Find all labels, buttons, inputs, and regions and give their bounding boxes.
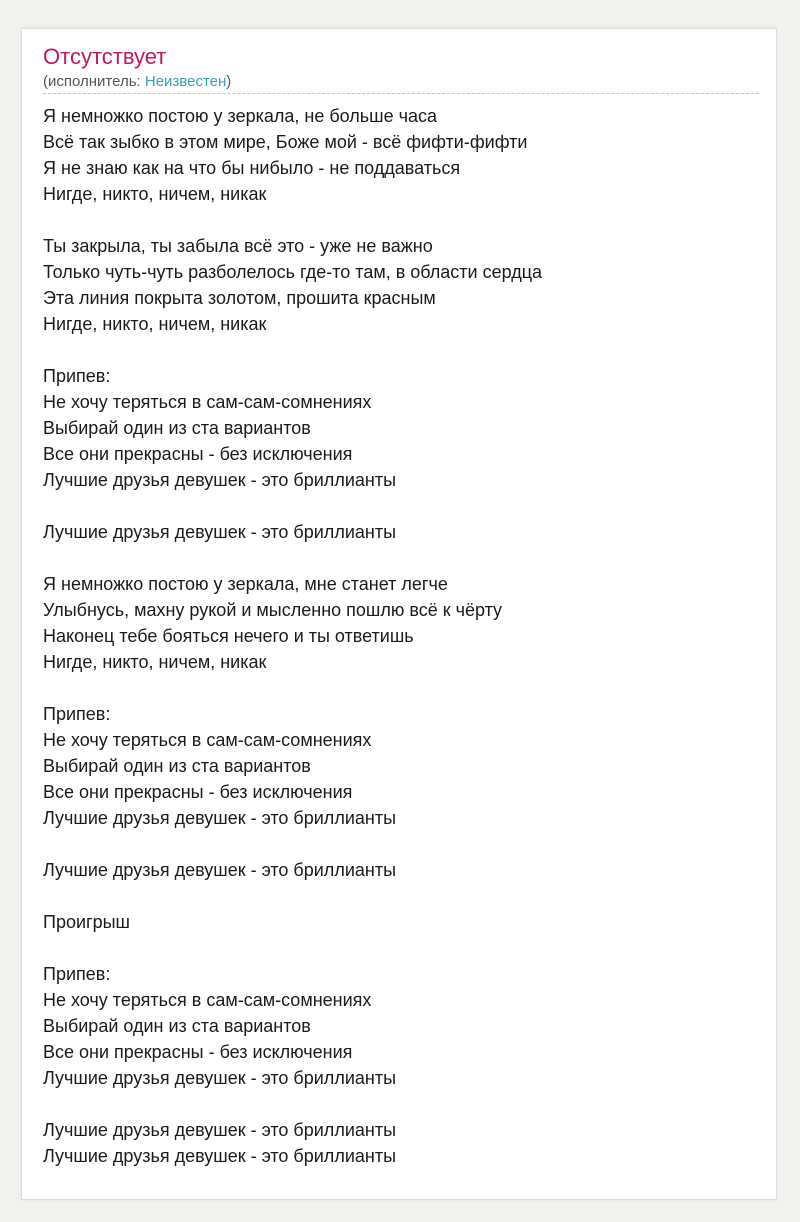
blank-line xyxy=(43,207,759,233)
lyric-line: Не хочу теряться в сам-сам-сомнениях xyxy=(43,990,372,1010)
lyric-line: Припев: xyxy=(43,366,111,386)
lyric-line: Нигде, никто, ничем, никак xyxy=(43,314,267,334)
lyric-line: Лучшие друзья девушек - это бриллианты xyxy=(43,470,397,490)
lyric-line: Припев: xyxy=(43,704,111,724)
lyric-line: Лучшие друзья девушек - это бриллианты xyxy=(43,860,397,880)
lyric-line: Все они прекрасны - без исключения xyxy=(43,782,353,802)
lyrics-body xyxy=(43,103,759,1169)
lyric-line: Я немножко постою у зеркала, мне станет легче xyxy=(43,574,448,594)
lyric-line: Всё так зыбко в этом мире, Боже мой - всё фифти-фифти xyxy=(43,132,528,152)
blank-line xyxy=(43,1091,759,1117)
lyric-line: Улыбнусь, махну рукой и мысленно пошлю всё к чёрту xyxy=(43,600,503,620)
blank-line xyxy=(43,493,759,519)
lyric-line: Выбирай один из ста вариантов xyxy=(43,418,311,438)
lyric-line: Наконец тебе бояться нечего и ты ответишь xyxy=(43,626,414,646)
blank-line xyxy=(43,675,759,701)
lyric-line: Нигде, никто, ничем, никак xyxy=(43,184,267,204)
lyric-line: Только чуть-чуть разболелось где-то там, в области сердца xyxy=(43,262,543,282)
artist-suffix: ) xyxy=(226,73,232,90)
lyric-line: Лучшие друзья девушек - это бриллианты xyxy=(43,808,397,828)
song-title: Отсутствует xyxy=(43,44,167,69)
artist-line xyxy=(43,73,231,91)
lyric-line: Выбирай один из ста вариантов xyxy=(43,1016,311,1036)
lyric-line: Не хочу теряться в сам-сам-сомнениях xyxy=(43,730,372,750)
lyrics-card xyxy=(21,28,777,1200)
blank-line xyxy=(43,883,759,909)
blank-line xyxy=(43,935,759,961)
lyric-line: Я не знаю как на что бы нибыло - не поддаваться xyxy=(43,158,461,178)
lyric-line: Все они прекрасны - без исключения xyxy=(43,1042,353,1062)
lyric-line: Лучшие друзья девушек - это бриллианты xyxy=(43,522,397,542)
lyric-line: Все они прекрасны - без исключения xyxy=(43,444,353,464)
lyric-line: Лучшие друзья девушек - это бриллианты xyxy=(43,1120,397,1140)
header-divider xyxy=(43,93,759,94)
lyric-line: Выбирай один из ста вариантов xyxy=(43,756,311,776)
lyric-line: Лучшие друзья девушек - это бриллианты xyxy=(43,1068,397,1088)
lyric-line: Не хочу теряться в сам-сам-сомнениях xyxy=(43,392,372,412)
blank-line xyxy=(43,337,759,363)
lyric-line: Припев: xyxy=(43,964,111,984)
lyric-line: Ты закрыла, ты забыла всё это - уже не важно xyxy=(43,236,433,256)
lyric-line: Я немножко постою у зеркала, не больше часа xyxy=(43,106,437,126)
artist-link[interactable]: Неизвестен xyxy=(144,73,227,90)
artist-prefix: (исполнитель: xyxy=(43,73,145,90)
blank-line xyxy=(43,545,759,571)
lyric-line: Проигрыш xyxy=(43,912,130,932)
lyric-line: Эта линия покрыта золотом, прошита красным xyxy=(43,288,436,308)
lyric-line: Лучшие друзья девушек - это бриллианты xyxy=(43,1146,397,1166)
blank-line xyxy=(43,831,759,857)
lyric-line: Нигде, никто, ничем, никак xyxy=(43,652,267,672)
